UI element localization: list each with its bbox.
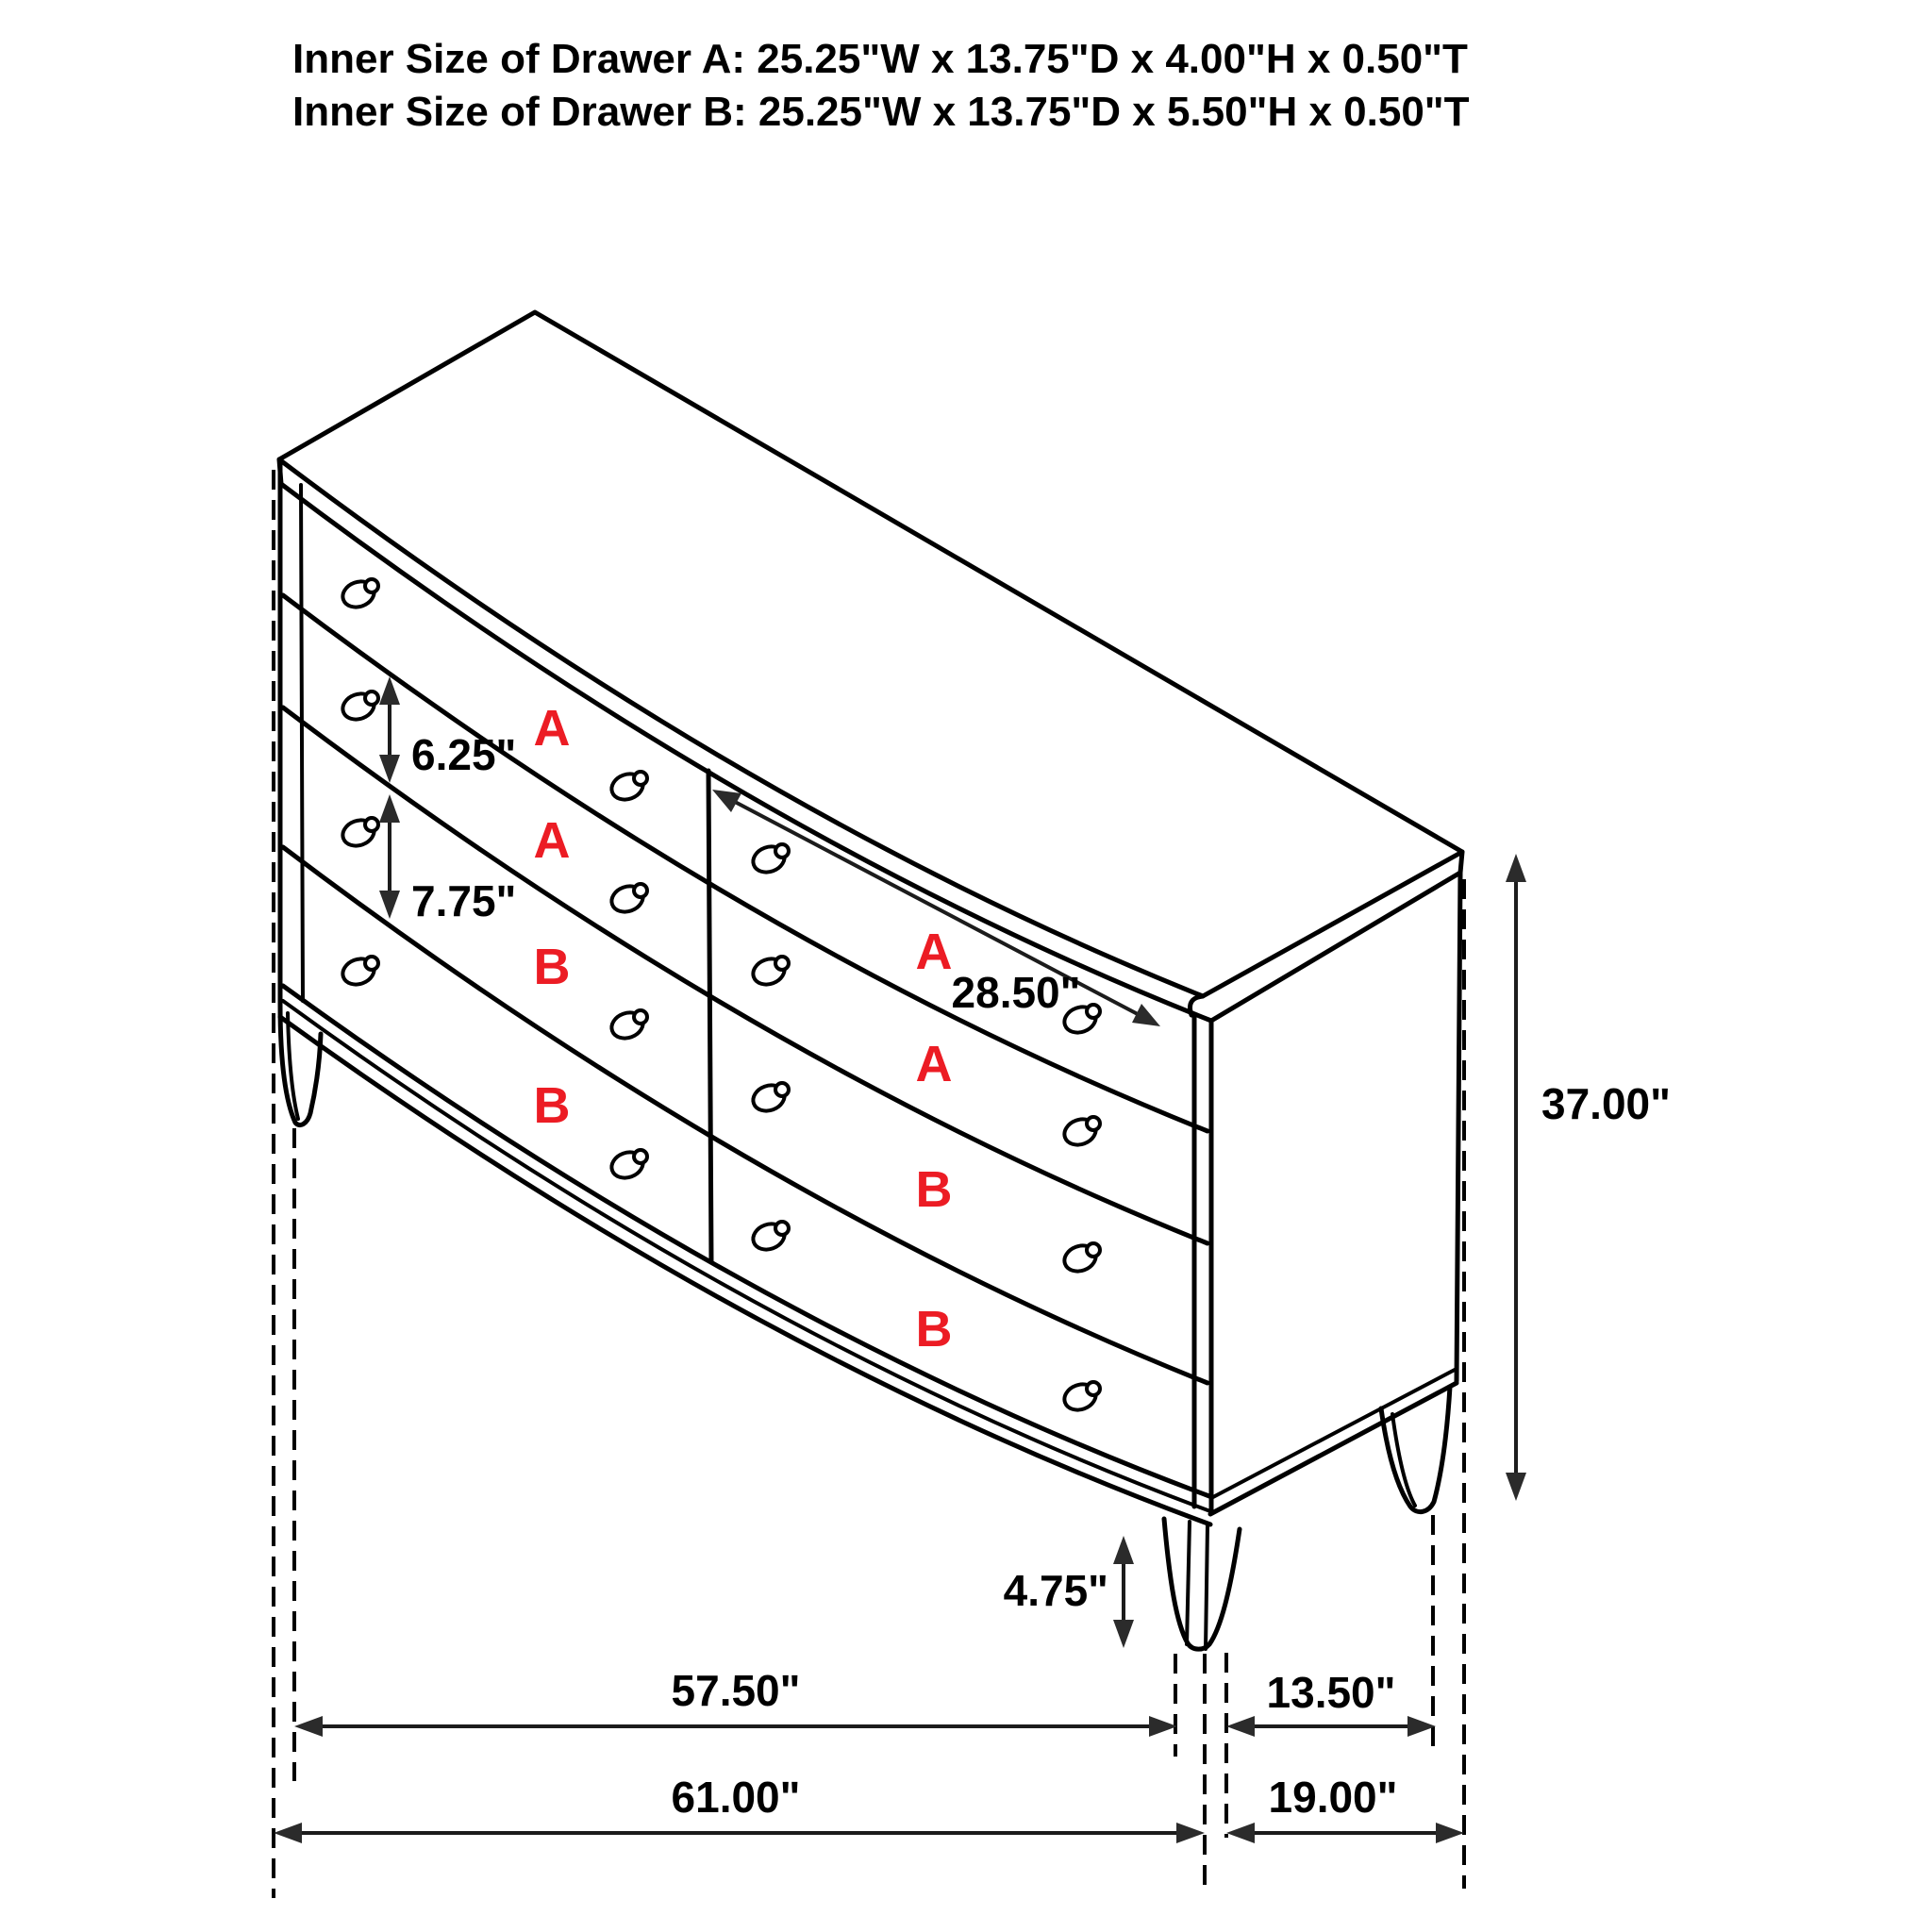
dim-label: 37.00" (1541, 1079, 1671, 1128)
drawer-letter-left-4: B (533, 1077, 571, 1134)
drawer-letter-right-2: A (915, 1036, 953, 1092)
front-right-leg-inner-edge-2 (1206, 1524, 1208, 1649)
dim-label: 61.00" (671, 1773, 801, 1822)
title-line-1: Inner Size of Drawer A: 25.25"W x 13.75"D x 4.00"H x 0.50"T (292, 36, 1468, 82)
center-divider (708, 771, 711, 1262)
drawer-letter-right-4: B (915, 1301, 953, 1357)
drawer-letter-right-1: A (915, 924, 953, 980)
dim-label: 13.50" (1266, 1668, 1396, 1717)
top-slab-right-endcap (1460, 852, 1462, 873)
dim-label: 28.50" (951, 968, 1081, 1017)
left-stile-edge (301, 485, 303, 1001)
dim-label: 6.25" (411, 730, 517, 779)
dim-label: 19.00" (1268, 1773, 1398, 1822)
title-line-2: Inner Size of Drawer B: 25.25"W x 13.75"D x 5.50"H x 0.50"T (292, 89, 1470, 135)
dim-label: 57.50" (671, 1666, 801, 1715)
drawer-letter-left-2: A (533, 812, 571, 869)
dim-label: 7.75" (411, 876, 517, 925)
dim-label: 4.75" (1003, 1566, 1108, 1615)
drawer-letter-left-1: A (533, 700, 571, 757)
drawer-letter-right-3: B (915, 1161, 953, 1218)
drawer-letter-left-3: B (533, 939, 571, 995)
